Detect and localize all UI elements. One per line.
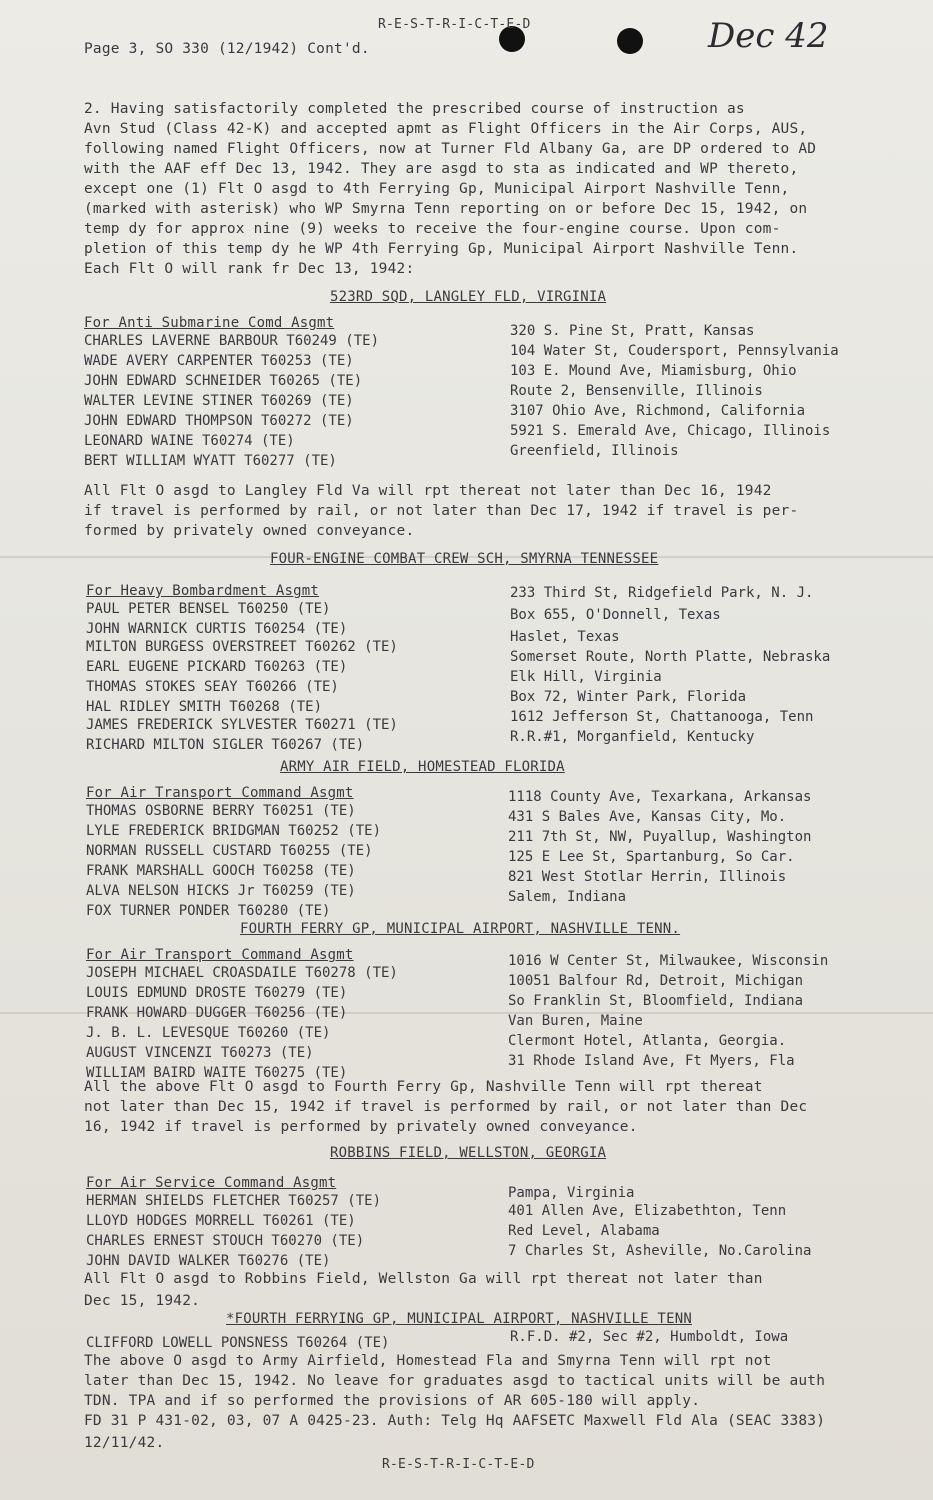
closing-line: later than Dec 15, 1942. No leave for graduates asgd to tactical units will be auth	[84, 1373, 826, 1389]
assignment-label: For Air Transport Command Asgmt	[86, 785, 354, 801]
officer-address: 10051 Balfour Rd, Detroit, Michigan	[508, 973, 804, 989]
officer-address: Route 2, Bensenville, Illinois	[510, 383, 763, 399]
paragraph-line: except one (1) Flt O asgd to 4th Ferrying Gp, Municipal Airport Nashville Tenn,	[84, 181, 790, 197]
section-heading: FOURTH FERRY GP, MUNICIPAL AIRPORT, NASHVILLE TENN.	[240, 921, 681, 937]
officer-address: R.R.#1, Morganfield, Kentucky	[510, 729, 755, 745]
report-note-line: All Flt O asgd to Robbins Field, Wellston Ga will rpt thereat not later than	[84, 1271, 763, 1287]
assignment-label: For Anti Submarine Comd Asgmt	[84, 315, 335, 331]
officer-address: 320 S. Pine St, Pratt, Kansas	[510, 323, 755, 339]
section-heading: *FOURTH FERRYING GP, MUNICIPAL AIRPORT, NASHVILLE TENN	[226, 1311, 692, 1327]
section-heading: ROBBINS FIELD, WELLSTON, GEORGIA	[330, 1145, 607, 1161]
officer-name: ALVA NELSON HICKS Jr T60259 (TE)	[86, 883, 356, 899]
report-note-line: not later than Dec 15, 1942 if travel is performed by rail, or not later than Dec	[84, 1099, 808, 1115]
paragraph-line: 2. Having satisfactorily completed the prescribed course of instruction as	[84, 101, 745, 117]
officer-name: CLIFFORD LOWELL PONSNESS T60264 (TE)	[86, 1335, 390, 1351]
officer-address: 7 Charles St, Asheville, No.Carolina	[508, 1243, 812, 1259]
officer-name: JOHN DAVID WALKER T60276 (TE)	[86, 1253, 331, 1269]
officer-address: R.F.D. #2, Sec #2, Humboldt, Iowa	[510, 1329, 789, 1345]
officer-name: THOMAS STOKES SEAY T60266 (TE)	[86, 679, 339, 695]
officer-address: 821 West Stotlar Herrin, Illinois	[508, 869, 787, 885]
officer-address: 1612 Jefferson St, Chattanooga, Tenn	[510, 709, 814, 725]
report-note-line: Dec 15, 1942.	[84, 1293, 201, 1309]
closing-line: The above O asgd to Army Airfield, Homestead Fla and Smyrna Tenn will rpt not	[84, 1353, 772, 1369]
paragraph-line: (marked with asterisk) who WP Smyrna Tenn reporting on or before Dec 15, 1942, on	[84, 201, 808, 217]
officer-address: Red Level, Alabama	[508, 1223, 660, 1239]
assignment-label: For Air Service Command Asgmt	[86, 1175, 337, 1191]
assignment-label: For Air Transport Command Asgmt	[86, 947, 354, 963]
officer-address: Pampa, Virginia	[508, 1185, 635, 1201]
report-note-line: 16, 1942 if travel is performed by privately owned conveyance.	[84, 1119, 638, 1135]
restricted-footer: R-E-S-T-R-I-C-T-E-D	[382, 1457, 535, 1472]
officer-name: JOSEPH MICHAEL CROASDAILE T60278 (TE)	[86, 965, 398, 981]
paragraph-line: with the AAF eff Dec 13, 1942. They are asgd to sta as indicated and WP thereto,	[84, 161, 799, 177]
officer-name: HAL RIDLEY SMITH T60268 (TE)	[86, 699, 323, 715]
paragraph-line: Avn Stud (Class 42-K) and accepted apmt as Flight Officers in the Air Corps, AUS,	[84, 121, 808, 137]
officer-address: Van Buren, Maine	[508, 1013, 643, 1029]
officer-address: Somerset Route, North Platte, Nebraska	[510, 649, 831, 665]
officer-address: Elk Hill, Virginia	[510, 669, 662, 685]
officer-name: WALTER LEVINE STINER T60269 (TE)	[84, 393, 354, 409]
officer-name: CHARLES ERNEST STOUCH T60270 (TE)	[86, 1233, 365, 1249]
section-heading: 523RD SQD, LANGLEY FLD, VIRGINIA	[330, 289, 607, 305]
closing-line: TDN. TPA and if so performed the provisions of AR 605-180 will apply.	[84, 1393, 701, 1409]
officer-address: 103 E. Mound Ave, Miamisburg, Ohio	[510, 363, 797, 379]
closing-line: 12/11/42.	[84, 1435, 165, 1451]
paragraph-line: pletion of this temp dy he WP 4th Ferrying Gp, Municipal Airport Nashville Tenn.	[84, 241, 799, 257]
officer-name: J. B. L. LEVESQUE T60260 (TE)	[86, 1025, 331, 1041]
officer-name: JOHN WARNICK CURTIS T60254 (TE)	[86, 621, 348, 637]
report-note-line: All the above Flt O asgd to Fourth Ferry Gp, Nashville Tenn will rpt thereat	[84, 1079, 763, 1095]
officer-address: Greenfield, Illinois	[510, 443, 679, 459]
restricted-header: R-E-S-T-R-I-C-T-E-D	[378, 17, 531, 32]
report-note-line: formed by privately owned conveyance.	[84, 523, 415, 539]
section-heading: FOUR-ENGINE COMBAT CREW SCH, SMYRNA TENNESSEE	[270, 551, 659, 567]
section-heading: ARMY AIR FIELD, HOMESTEAD FLORIDA	[280, 759, 565, 775]
officer-name: HERMAN SHIELDS FLETCHER T60257 (TE)	[86, 1193, 382, 1209]
officer-name: JOHN EDWARD THOMPSON T60272 (TE)	[84, 413, 354, 429]
officer-name: LOUIS EDMUND DROSTE T60279 (TE)	[86, 985, 348, 1001]
officer-name: FRANK MARSHALL GOOCH T60258 (TE)	[86, 863, 356, 879]
page-reference: Page 3, SO 330 (12/1942) Cont'd.	[84, 41, 370, 57]
officer-name: JOHN EDWARD SCHNEIDER T60265 (TE)	[84, 373, 363, 389]
officer-name: LYLE FREDERICK BRIDGMAN T60252 (TE)	[86, 823, 382, 839]
closing-line: FD 31 P 431-02, 03, 07 A 0425-23. Auth: Telg Hq AAFSETC Maxwell Fld Ala (SEAC 3383)	[84, 1413, 826, 1429]
officer-name: NORMAN RUSSELL CUSTARD T60255 (TE)	[86, 843, 373, 859]
officer-address: 125 E Lee St, Spartanburg, So Car.	[508, 849, 795, 865]
officer-name: PAUL PETER BENSEL T60250 (TE)	[86, 601, 331, 617]
officer-address: 3107 Ohio Ave, Richmond, California	[510, 403, 806, 419]
officer-address: 31 Rhode Island Ave, Ft Myers, Fla	[508, 1053, 795, 1069]
officer-address: Haslet, Texas	[510, 629, 620, 645]
officer-name: BERT WILLIAM WYATT T60277 (TE)	[84, 453, 337, 469]
report-note-line: if travel is performed by rail, or not later than Dec 17, 1942 if travel is per-	[84, 503, 799, 519]
officer-name: THOMAS OSBORNE BERRY T60251 (TE)	[86, 803, 356, 819]
officer-address: So Franklin St, Bloomfield, Indiana	[508, 993, 804, 1009]
paragraph-line: following named Flight Officers, now at Turner Fld Albany Ga, are DP ordered to AD	[84, 141, 817, 157]
report-note-line: All Flt O asgd to Langley Fld Va will rpt thereat not later than Dec 16, 1942	[84, 483, 772, 499]
officer-address: 401 Allen Ave, Elizabethton, Tenn	[508, 1203, 787, 1219]
officer-name: LEONARD WAINE T60274 (TE)	[84, 433, 295, 449]
officer-address: 211 7th St, NW, Puyallup, Washington	[508, 829, 812, 845]
handwritten-note: Dec 42	[708, 16, 829, 56]
officer-name: WADE AVERY CARPENTER T60253 (TE)	[84, 353, 354, 369]
officer-address: Box 72, Winter Park, Florida	[510, 689, 747, 705]
officer-name: CHARLES LAVERNE BARBOUR T60249 (TE)	[84, 333, 380, 349]
officer-name: EARL EUGENE PICKARD T60263 (TE)	[86, 659, 348, 675]
officer-address: 233 Third St, Ridgefield Park, N. J.	[510, 585, 814, 601]
officer-address: 1016 W Center St, Milwaukee, Wisconsin	[508, 953, 829, 969]
officer-name: AUGUST VINCENZI T60273 (TE)	[86, 1045, 314, 1061]
officer-address: Clermont Hotel, Atlanta, Georgia.	[508, 1033, 787, 1049]
officer-address: Salem, Indiana	[508, 889, 627, 905]
paragraph-line: Each Flt O will rank fr Dec 13, 1942:	[84, 261, 415, 277]
officer-name: JAMES FREDERICK SYLVESTER T60271 (TE)	[86, 717, 398, 733]
officer-name: MILTON BURGESS OVERSTREET T60262 (TE)	[86, 639, 398, 655]
officer-address: 5921 S. Emerald Ave, Chicago, Illinois	[510, 423, 831, 439]
officer-address: 431 S Bales Ave, Kansas City, Mo.	[508, 809, 787, 825]
officer-name: RICHARD MILTON SIGLER T60267 (TE)	[86, 737, 365, 753]
assignment-label: For Heavy Bombardment Asgmt	[86, 583, 319, 599]
officer-name: FRANK HOWARD DUGGER T60256 (TE)	[86, 1005, 348, 1021]
officer-address: 104 Water St, Coudersport, Pennsylvania	[510, 343, 839, 359]
officer-name: FOX TURNER PONDER T60280 (TE)	[86, 903, 331, 919]
officer-address: Box 655, O'Donnell, Texas	[510, 607, 721, 623]
officer-name: LLOYD HODGES MORRELL T60261 (TE)	[86, 1213, 356, 1229]
paragraph-line: temp dy for approx nine (9) weeks to receive the four-engine course. Upon com-	[84, 221, 781, 237]
punch-hole	[617, 28, 643, 54]
officer-name: WILLIAM BAIRD WAITE T60275 (TE)	[86, 1065, 348, 1081]
officer-address: 1118 County Ave, Texarkana, Arkansas	[508, 789, 812, 805]
